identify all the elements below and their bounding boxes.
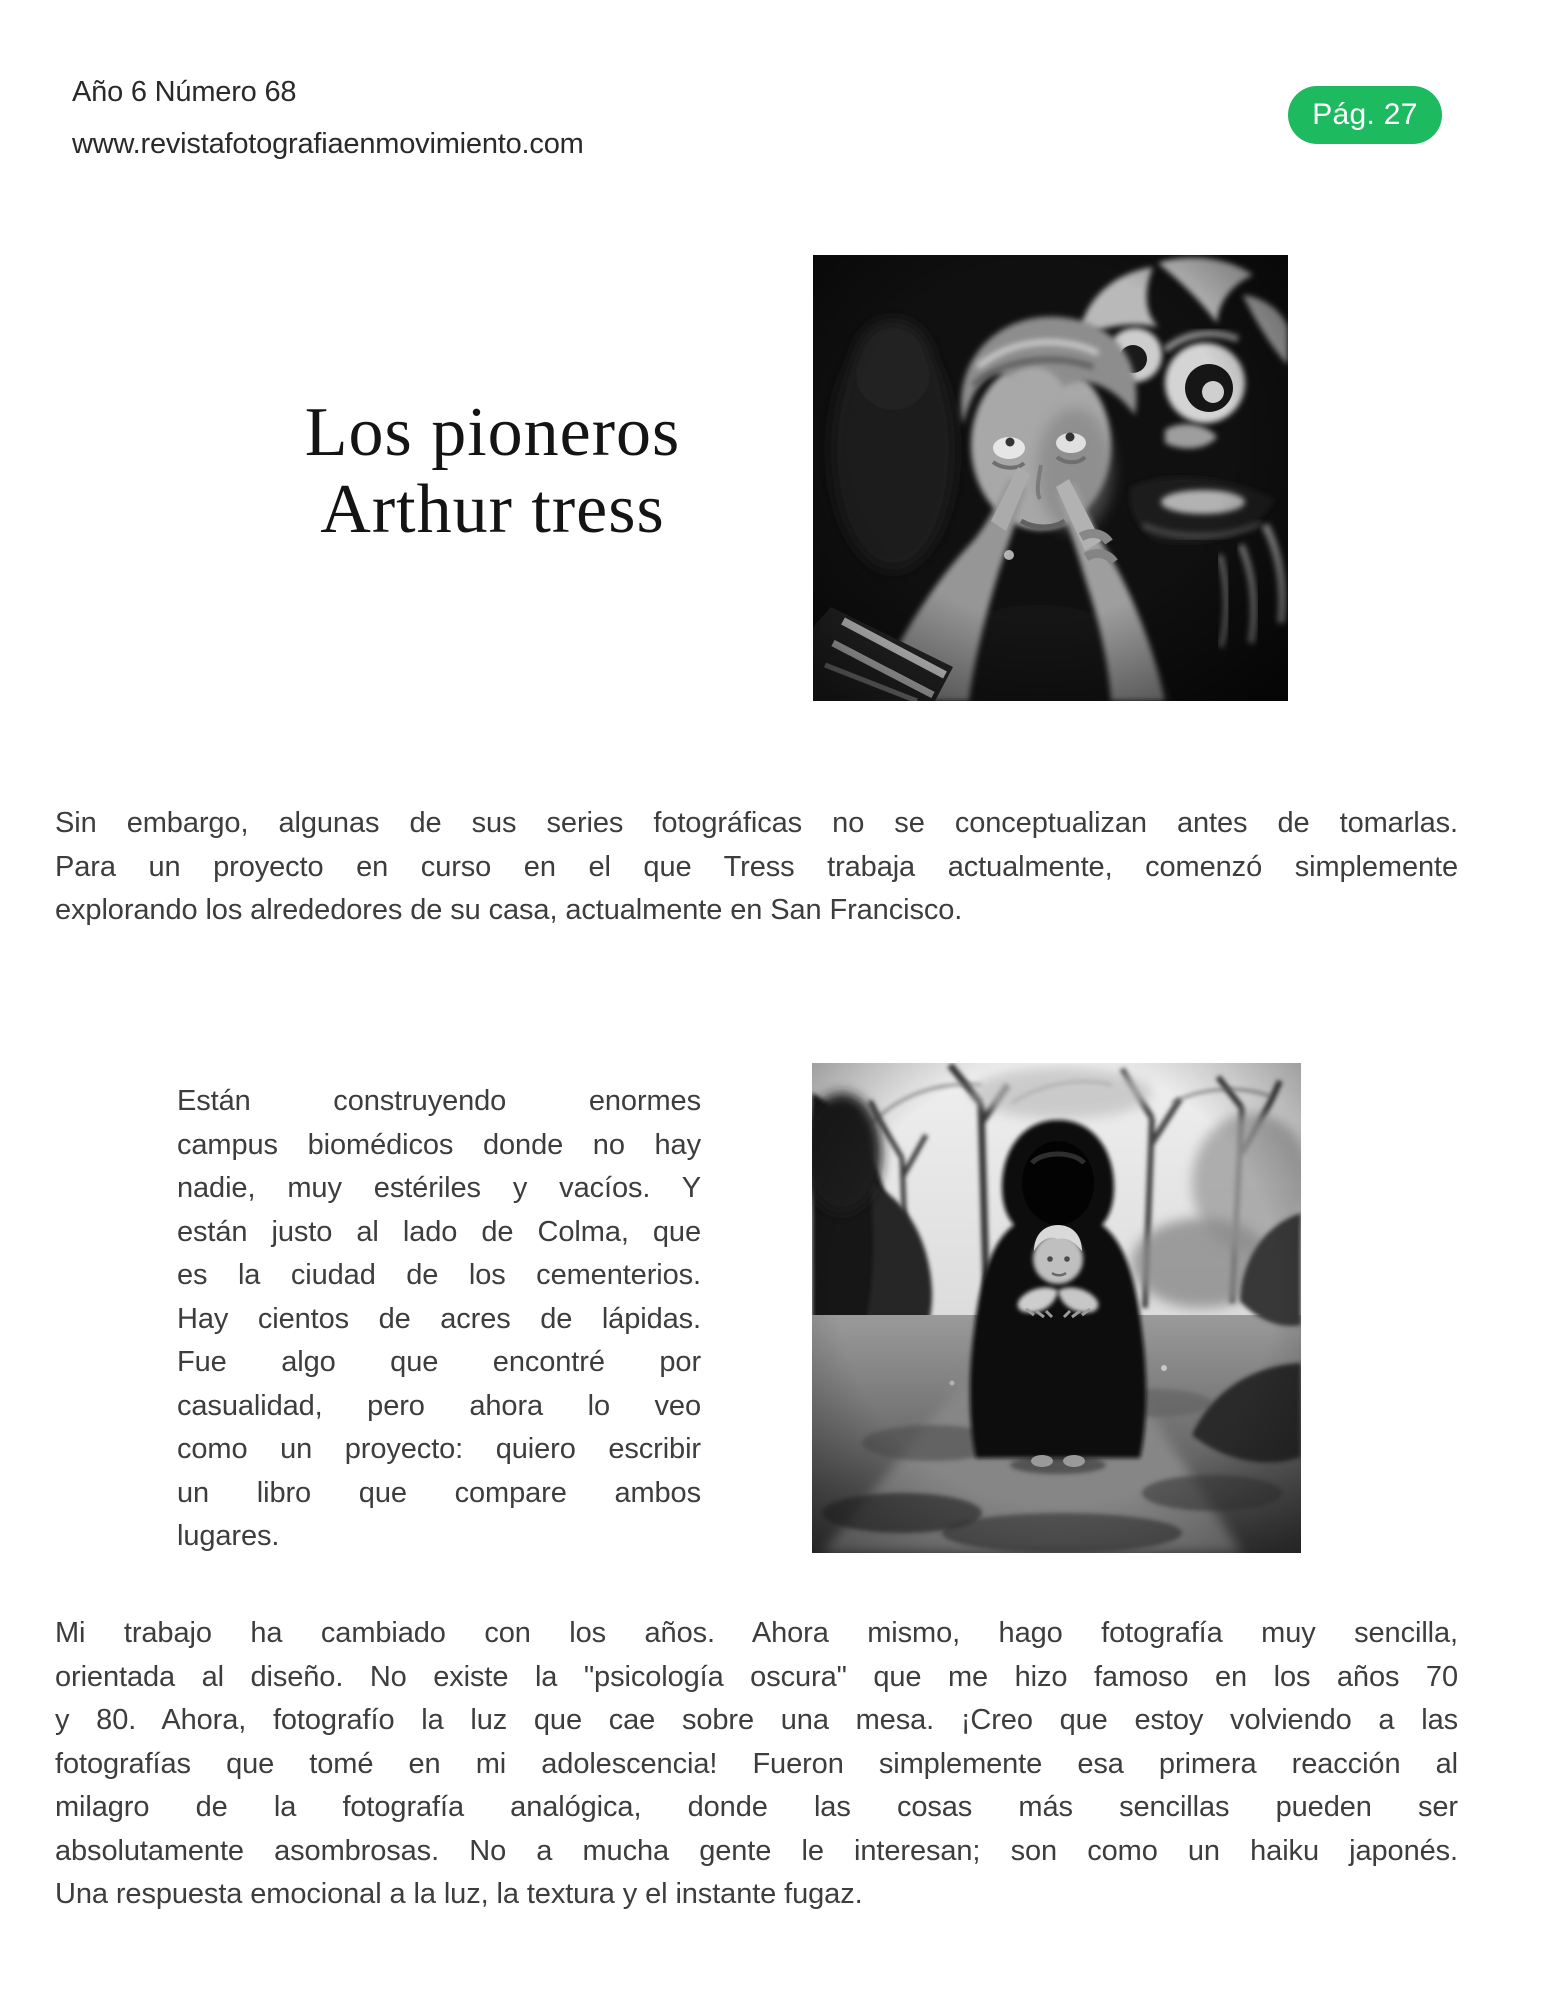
header-meta [72,66,584,170]
text-line: Están construyendo enormes [177,1085,701,1117]
text-line: es la ciudad de los cementerios. [177,1259,701,1291]
text-line: fotografías que tomé en mi adolescencia! Fueron simplemente esa primera reacción al [55,1747,1458,1780]
text-line: y 80. Ahora, fotografío la luz que cae sobre una mesa. ¡Creo que estoy volviendo a las [55,1704,1458,1736]
issue-number: Año 6 Número 68 [72,76,297,108]
text-line: nadie, muy estériles y vacíos. Y [177,1172,701,1204]
text-line: Para un proyecto en curso en el que Tress trabaja actualmente, comenzó simplemente [55,850,1458,883]
text-line: están justo al lado de Colma, que [177,1215,701,1248]
text-line: casualidad, pero ahora lo veo [177,1389,701,1422]
title-line-1: Los pioneros [304,394,681,471]
quote-paragraph [177,1080,701,1559]
article-title [230,394,755,548]
text-line: Hay cientos de acres de lápidas. [177,1302,701,1335]
text-line: absolutamente asombrosas. No a mucha gente le interesan; son como un haiku japonés. [55,1834,1458,1867]
text-line: como un proyecto: quiero escribir [177,1433,701,1465]
photo-boy-with-clown-mural [813,255,1288,701]
text-line: explorando los alrededores de su casa, actualmente en San Francisco. [55,894,963,926]
text-line: un libro que compare ambos [177,1476,701,1509]
text-line: lugares. [177,1520,280,1552]
text-line: campus biomédicos donde no hay [177,1128,701,1161]
text-line: Una respuesta emocional a la luz, la textura y el instante fugaz. [55,1878,863,1910]
intro-paragraph [55,802,1458,933]
text-line: Mi trabajo ha cambiado con los años. Ahora mismo, hago fotografía muy sencilla, [55,1617,1458,1649]
text-line: Sin embargo, algunas de sus series fotográficas no se conceptualizan antes de tomarlas. [55,807,1458,839]
title-line-2: Arthur tress [320,471,665,548]
text-line: Fue algo que encontré por [177,1346,701,1378]
text-line: milagro de la fotografía analógica, donde las cosas más sencillas pueden ser [55,1791,1458,1823]
closing-paragraph [55,1612,1458,1917]
page-number-badge: Pág. 27 [1288,86,1442,144]
photo-hooded-figure-with-child [812,1063,1301,1553]
photo2-illustration [812,1063,1301,1553]
photo1-illustration [813,255,1288,701]
website-url: www.revistafotografiaenmovimiento.com [72,128,584,160]
text-line: orientada al diseño. No existe la "psicología oscura" que me hizo famoso en los años 70 [55,1660,1458,1693]
